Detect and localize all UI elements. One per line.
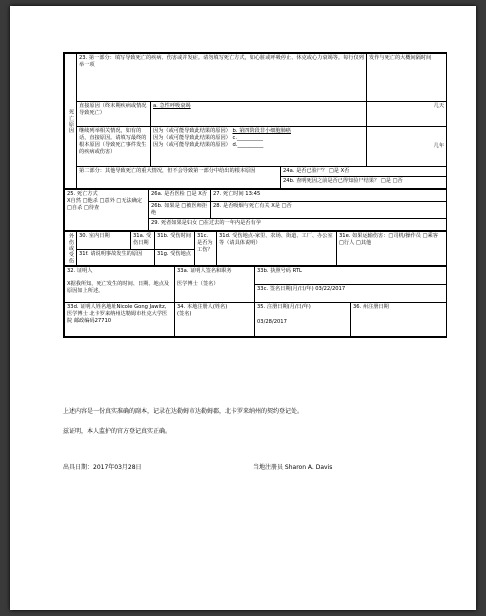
examiner-declined: 26b. 如果是 □被医师拒绝: [149, 202, 211, 219]
sequence-label: 继续列举相关情况，如有的话，直接原因。请填写最终的根本原因（导致死亡事件发生的疾病或伤害）: [77, 127, 151, 167]
registration-date: 35. 注册日期(月/日/年) 03/28/2017: [255, 303, 351, 337]
injury-place: 31g. 受伤地点: [155, 249, 195, 265]
manner-of-death: 25. 死亡方式 X自然 □他杀 □意外 □无法确定 □自杀 □待查: [65, 190, 149, 231]
document-page: [10, 6, 476, 610]
medical-examiner-question: 26a. 是否医检 □是 X否: [149, 190, 211, 202]
interval-header: 发作与死亡的大概间隔时间: [367, 54, 447, 102]
injury-place-detail: 31d. 受伤地点-家里、农场、街道、工厂、办公室等（请具体说明）: [217, 232, 337, 266]
footer-line-1: 上述内容是一份真实准确的副本，记录在达勒姆市达勒姆郡，北卡罗来纳州的契约登记处。: [63, 408, 304, 415]
manner-options: X自然 □他杀 □意外 □无法确定 □自杀 □待查: [67, 198, 143, 212]
line-b-interval: 几年: [367, 127, 447, 167]
injury-side-label: 外伤或受伤: [65, 232, 77, 266]
accident-description: 31f. 请说明事故发生的原因: [77, 249, 155, 265]
lines-bcd: 因为（或可能导致此结果的原因） b. 第四阶段非小细胞肺癌 因为（或可能导致此结果的原因） c.__________ 因为（或可能导致此结果的原因） d.__________: [151, 127, 367, 167]
time-of-death: 27. 死亡时间 13:45: [211, 190, 447, 202]
line-b-value: b. 第四阶段非小细胞肺癌: [232, 128, 291, 134]
certifier-signature: 33a. 证明人签名和职务 医学博士（签名）: [175, 267, 255, 303]
line-c-value: c.: [232, 135, 237, 142]
q30-date: 30. 室内日期: [77, 232, 131, 250]
tobacco-question: 28. 是否吸烟与死亡有关 X是 □否: [211, 202, 447, 219]
footer-line-2: 兹证明，本人监护的官方登记真实正确。: [63, 428, 172, 435]
cause-of-death-side-label: 死亡原因: [65, 54, 77, 189]
pregnancy-question: 29. 死者如果是妇女 □在过去的一年内是否有孕: [149, 219, 447, 231]
license-number: 33b. 执照号码 RTL: [255, 267, 447, 285]
line-d-value: d.: [232, 142, 238, 149]
local-registrar: 34. 本地注册人(姓名) (签名): [175, 303, 255, 337]
autopsy-findings-question: 24b. 查明死因之前是否已得知验尸结果？ □是 □否: [283, 178, 403, 185]
line-a-interval: 几天: [367, 102, 447, 127]
work-injury: 31c. 是否为工伤？: [195, 232, 217, 266]
signature-date: 33c. 签名日期(月/日/年) 03/22/2017: [255, 285, 447, 303]
line-a-label: 直接原因（终末期疾病或情况导致死亡）: [77, 102, 151, 127]
certifier-statement: X据我所知，死亡发生的时间、日期、地点及原因如上所述。: [67, 281, 170, 295]
transport-injury: 31e. 如果运输伤害：□司机/操作员 □乘客 □行人 □其他: [337, 232, 447, 266]
autopsy-question: 24a. 是否已验尸？ □是 X否: [281, 167, 446, 177]
injury-time: 31b. 受伤时间: [155, 232, 195, 250]
state-registration-date: 36. 州注册日期: [351, 303, 447, 337]
line-a-value: a. 急性呼吸衰竭: [153, 103, 191, 109]
death-certificate-form: [63, 52, 447, 338]
issue-date: 出具日期：2017年03月28日: [63, 464, 142, 471]
part2-label: 第二部分：其他导致死亡的重大情况，但不会导致第一部分中给出的根本原因: [77, 167, 281, 189]
part1-header: 23. 第一部分：填写导致死亡的疾病、伤害或并发症。请勿填写死亡方式，如心脏或呼吸停止、休克或心力衰竭等。每行仅列举一项: [77, 54, 367, 102]
certifier-box: 32. 证明人 X据我所知，死亡发生的时间、日期、地点及原因如上所述。: [65, 267, 175, 303]
certifier-name-address: 33d. 证明人姓名地址Nicole Gong Jawitz, 医学博士 北卡罗来纳州达勒姆市杜克大学医院 邮政编码27710: [65, 303, 175, 337]
registrar-name: 当地注册员 Sharon A. Davis: [253, 464, 333, 471]
injury-date: 31a. 受伤日期: [131, 232, 155, 250]
